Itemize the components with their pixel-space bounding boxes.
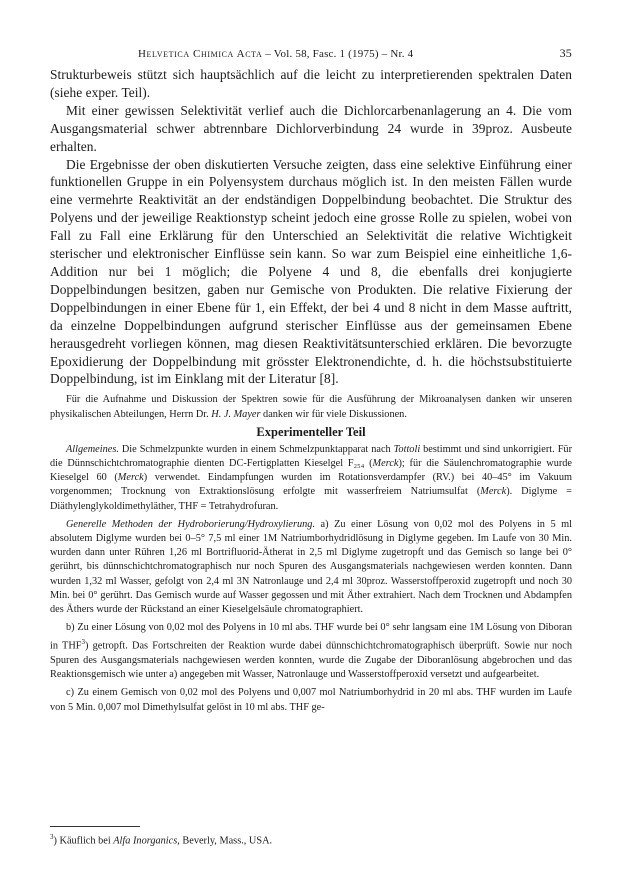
footnote-ref: 3 [81, 638, 85, 647]
ack-person-name: H. J. Mayer [211, 408, 261, 420]
journal-citation [138, 48, 413, 60]
discussion-section [50, 66, 572, 388]
page-number: 35 [559, 46, 572, 60]
footnote-rule [50, 826, 140, 827]
footnote: $^3$) Käuflich bei Alfa Inorganics, Beverly, Mass., USA. [50, 833, 273, 847]
footnote-company: Alfa Inorganics [113, 835, 178, 847]
acknowledgement [50, 393, 572, 421]
ack-text-a: Für die Aufnahme und Diskussion der Spektren sowie für die Ausführung der Mikroanalysen danken wir unseren physikalischen Abteilungen, Herrn Dr. [50, 394, 572, 420]
ack-text-b: danken wir für viele Diskussionen. [260, 408, 407, 420]
paragraph-hydroborierung-c: c) Zu einem Gemisch von 0,02 mol des Polyens und 0,007 mol Natriumborhydrid in 20 ml abs. THF wurden im Laufe von 5 Min. 0,007 mol Dimethylsulfat gelöst in 10 ml abs. THF ge- [50, 687, 572, 713]
paragraph-allgemeines: Allgemeines. Die Schmelzpunkte wurden in einem Schmelzpunktapparat nach Tottoli bestimmt und sind unkorrigiert. Für die Dünnschichtchromatographie dienten DC-Fertigplatten Kieselgel F₂₅₄ (Merck); für die Säulenchromatographie wurde Kieselgel 60 (Merck) verwendet. Eindampfungen wurden im Rotationsverdampfer (RV.) bei 40–45° im Vakuum vorgenommen; Trocknung von Extraktionslösung erfolgte mit wasserfreiem Natriumsulfat (Merck). Diglyme = Diäthylenglykoldimethyläther, THF = Tetrahydrofuran. [50, 443, 572, 512]
paragraph-structure-proof: Strukturbeweis stützt sich hauptsächlich auf die leicht zu interpretierenden spektralen Daten (siehe exper. Teil). [50, 67, 572, 100]
allgemeines-lead: Allgemeines. [66, 443, 119, 455]
paragraph-hydroborierung-a: Generelle Methoden der Hydroborierung/Hydroxylierung. a) Zu einer Lösung von 0,02 mol des Polyens in 5 ml absolutem Diglyme wurden bei 0–5° 7,5 ml einer 1M Natriumborhydridlösung in Diglyme gegeben. Im Laufe von 30 Min. wurden dann unter Rühren 1,26 ml Bortrifluorid-Ätherat in 2,5 ml Diglyme zugetropft und das Gemisch so lange bei 0° gerührt, bis dünnschichtchromatographisch nur noch Spuren des Ausgangsmaterials nachgewiesen werden konnten. Dann wurden 1,32 ml Wasser, gefolgt von 2,4 ml 3N Natronlauge und 2,4 ml 30proz. Wasserstoffperoxid zugetropft und noch 30 Min. bei 0° gerührt. Das Gemisch wurde auf Wasser gegossen und mit Äther extrahiert. Nach dem Trocknen und Abdampfen des Äthers wurde der Rückstand an einer Kieselgelsäule chromatographiert. [50, 518, 572, 615]
page [50, 44, 572, 715]
experimental-section [50, 443, 572, 715]
journal-volume: – Vol. 58, Fasc. 1 (1975) – Nr. 4 [262, 48, 414, 60]
paragraph-hydroborierung-b: b) Zu einer Lösung von 0,02 mol des Polyens in 10 ml abs. THF wurde bei 0° sehr langsam eine 1M Lösung von Diboran in THF$^3$) getropft. Das Fortschreiten der Reaktion wurde dabei dünnschichtchromatographisch überprüft. Sowie nur noch Spuren des Ausgangsmaterials nachgewiesen werden konnten, wurde die Zugabe der Diboranlösung abgebrochen und das Reaktionsgemisch wie unter a) angegeben mit Wasser, Natronlauge und Wasserstoffperoxid versetzt und aufgearbeitet. [50, 622, 572, 681]
paragraph-dichlorcarbene: Mit einer gewissen Selektivität verlief auch die Dichlorcarbenanlagerung an 4. Die vom Ausgangsmaterial schwer abtrennbare Dichlorverbindung 24 wurde in 39proz. Ausbeute erhalten. [50, 102, 572, 154]
footnote-mark: 3 [50, 833, 54, 841]
journal-name: Helvetica Chimica Acta [138, 48, 263, 60]
paragraph-results: Die Ergebnisse der oben diskutierten Versuche zeigten, dass eine selektive Einführung einer funktionellen Gruppe in ein Polyensystem durchaus möglich ist. In den meisten Fällen wurde eine vermehrte Reaktivität an der endständigen Doppelbindung beobachtet. Die Struktur des Polyens und der jeweilige Reaktionstyp scheint jedoch eine grosse Rolle zu spielen, wobei von Fall zu Fall eine Erklärung für den Unterschied an Selektivität die relative Wichtigkeit sterischer und elektronischer Einflüsse sein kann. So war zum Beispiel eine einheitliche 1,6-Addition nur bei 1 möglich; die Polyene 4 und 8, die ebenfalls drei konjugierte Doppelbindungen besitzen, gaben nur Gemische von Produkten. Die relative Fixierung der Doppelbindungen in einer Ebene für 1, ein Effekt, der bei 4 und 8 nicht in dem Masse auftritt, da einzelne Doppelbindungen aufgrund sterischer Einflüsse aus der gemeinsamen Ebene herausgedreht vorliegen können, mag diesen Reaktivitätsunterschied erklären. Die bevorzugte Epoxidierung der Doppelbindung mit grösster Elektronendichte, d. h. die höchstsubstituierte Doppelbindung, ist im Einklang mit der Literatur [8]. [50, 156, 572, 387]
section-heading-experimental: Experimenteller Teil [256, 424, 366, 439]
generelle-lead: Generelle Methoden der Hydroborierung/Hydroxylierung. [66, 518, 316, 530]
running-head [50, 44, 572, 66]
